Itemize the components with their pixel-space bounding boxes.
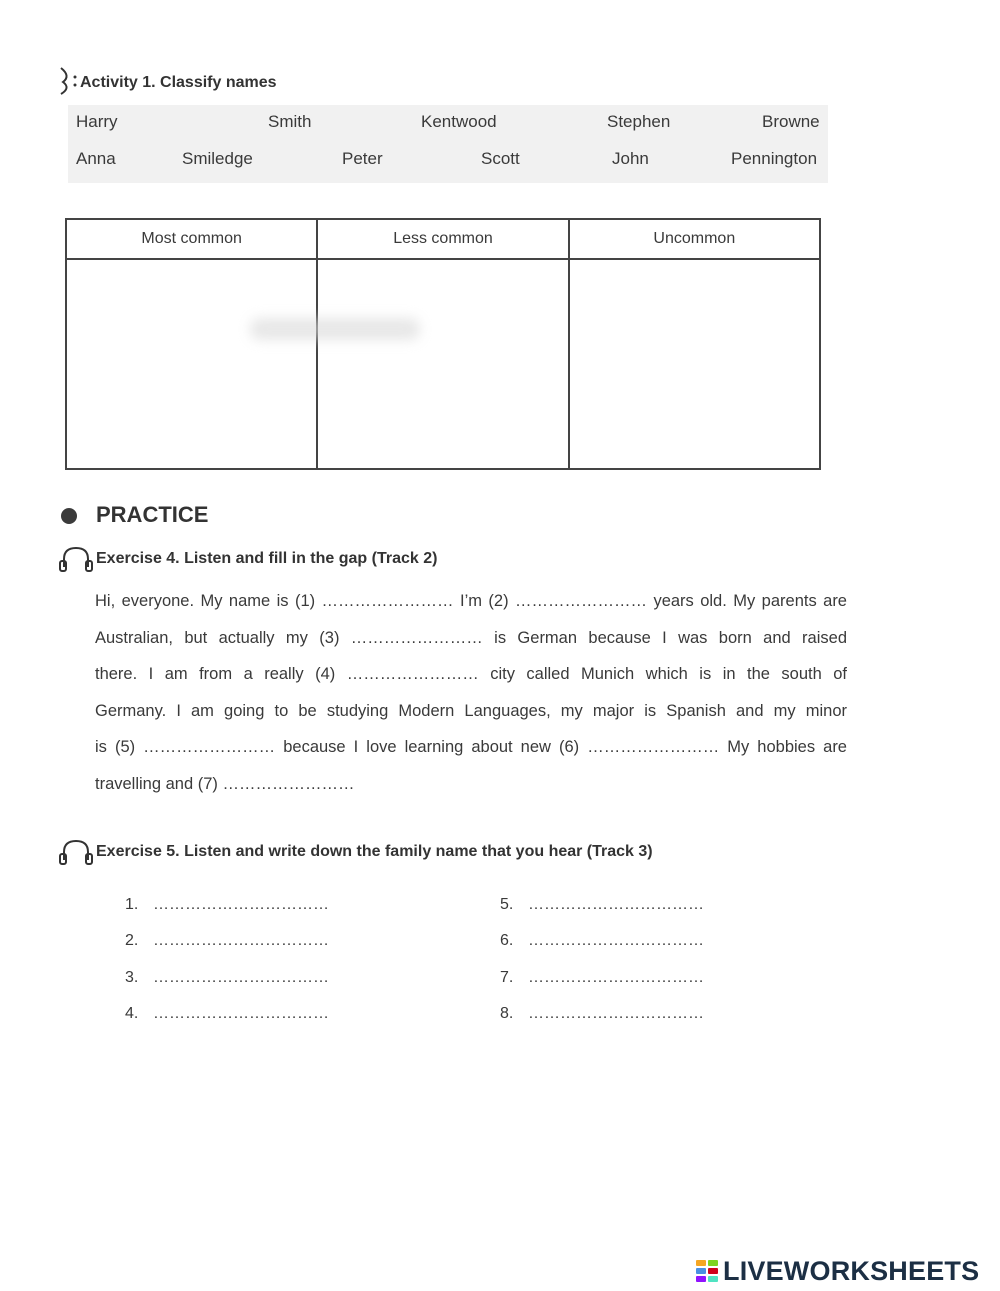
answer-item-7[interactable]: 7. …………………………… <box>500 969 704 986</box>
answer-item-1[interactable]: 1. …………………………… <box>125 896 329 913</box>
drop-zone-most-common[interactable] <box>66 259 317 469</box>
logo-tile <box>708 1268 718 1274</box>
logo-tile <box>696 1260 706 1266</box>
logo-grid-icon <box>695 1259 719 1283</box>
logo-tile <box>696 1268 706 1274</box>
activity1-title: Activity 1. Classify names <box>80 74 277 91</box>
answer-blank[interactable]: …………………………… <box>528 1005 704 1022</box>
practice-title: PRACTICE <box>96 502 209 527</box>
headphones-icon <box>58 545 94 573</box>
practice-bullet-icon <box>61 508 77 524</box>
logo-text: LIVEWORKSHEETS <box>723 1256 980 1286</box>
activity-icon <box>57 64 79 98</box>
exercise4-passage <box>95 583 847 802</box>
answer-item-5[interactable]: 5. …………………………… <box>500 896 704 913</box>
answer-blank[interactable]: …………………………… <box>528 932 704 949</box>
answer-blank[interactable]: …………………………… <box>528 969 704 986</box>
answer-blank[interactable]: …………………………… <box>153 896 329 913</box>
answer-blank[interactable]: …………………………… <box>528 896 704 913</box>
logo-tile <box>696 1276 706 1282</box>
name-harry[interactable]: Harry <box>76 112 118 131</box>
name-browne[interactable]: Browne <box>762 112 820 131</box>
passage-line: Germany. I am going to be studying Modern Languages, my major is Spanish and my minor <box>95 701 847 720</box>
passage-line[interactable]: travelling and (7) …………………… <box>95 774 355 793</box>
name-smiledge[interactable]: Smiledge <box>182 149 253 168</box>
name-peter[interactable]: Peter <box>342 149 383 168</box>
name-scott[interactable]: Scott <box>481 149 520 168</box>
answer-blank[interactable]: …………………………… <box>153 932 329 949</box>
name-pennington[interactable]: Pennington <box>731 149 818 168</box>
headphones-icon <box>58 838 94 866</box>
answer-item-2[interactable]: 2. …………………………… <box>125 932 329 949</box>
scan-smudge <box>250 318 420 340</box>
logo-tile <box>708 1276 718 1282</box>
answer-item-3[interactable]: 3. …………………………… <box>125 969 329 986</box>
answer-item-4[interactable]: 4. …………………………… <box>125 1005 329 1022</box>
logo-tile <box>708 1260 718 1266</box>
column-less-common: Less common <box>317 219 568 259</box>
name-kentwood[interactable]: Kentwood <box>421 112 497 131</box>
passage-line[interactable]: Hi, everyone. My name is (1) …………………… I’m (2) …………………… years old. My parents are <box>95 592 847 610</box>
name-john[interactable]: John <box>612 149 649 168</box>
passage-line[interactable]: Australian, but actually my (3) …………………… is German because I was born and raised <box>95 628 847 647</box>
exercise5-title: Exercise 5. Listen and write down the family name that you hear (Track 3) <box>96 843 653 860</box>
answer-blank[interactable]: …………………………… <box>153 969 329 986</box>
passage-line[interactable]: is (5) …………………… because I love learning about new (6) …………………… My hobbies are <box>95 738 847 756</box>
answer-blank[interactable]: …………………………… <box>153 1005 329 1022</box>
drop-zone-uncommon[interactable] <box>569 259 820 469</box>
passage-line[interactable]: there. I am from a really (4) …………………… city called Munich which is in the south of <box>95 665 847 683</box>
name-anna[interactable]: Anna <box>76 149 116 168</box>
name-smith[interactable]: Smith <box>268 112 312 131</box>
classification-table <box>65 218 821 470</box>
column-uncommon: Uncommon <box>569 219 820 259</box>
answer-item-8[interactable]: 8. …………………………… <box>500 1005 704 1022</box>
exercise4-title: Exercise 4. Listen and fill in the gap (Track 2) <box>96 550 438 567</box>
name-stephen[interactable]: Stephen <box>607 112 671 131</box>
answer-item-6[interactable]: 6. …………………………… <box>500 932 704 949</box>
column-most-common: Most common <box>66 219 317 259</box>
drop-zone-less-common[interactable] <box>317 259 568 469</box>
